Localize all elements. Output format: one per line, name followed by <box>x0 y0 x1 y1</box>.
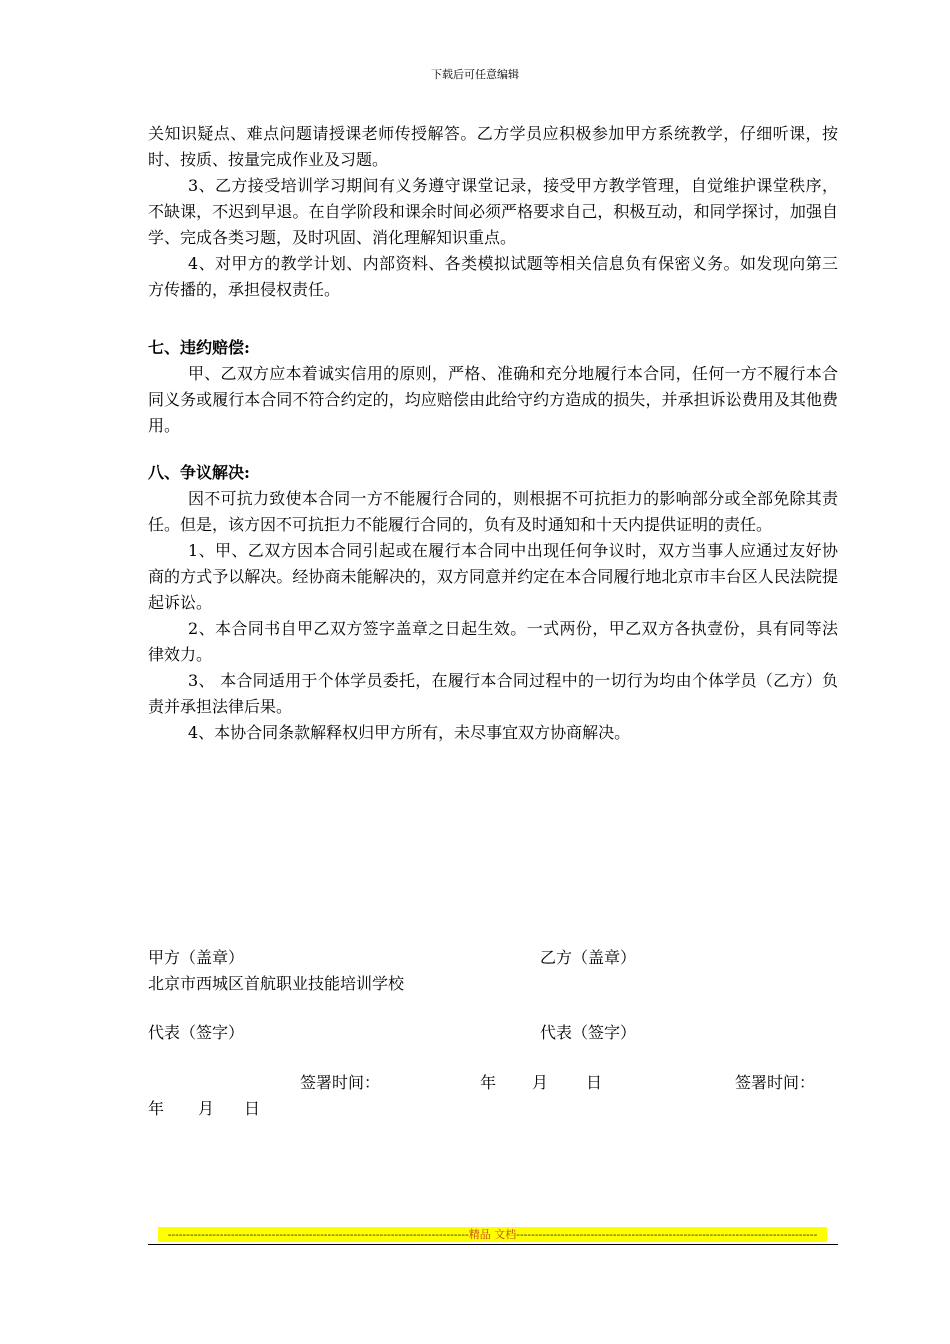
sign-day-b: 日 <box>244 1099 261 1118</box>
section-7 <box>148 335 838 439</box>
sign-day-a: 日 <box>586 1073 603 1092</box>
footer-divider <box>148 1244 838 1245</box>
sign-month-a: 月 <box>532 1073 549 1092</box>
section-8 <box>148 460 838 746</box>
party-b-seal-label: 乙方（盖章） <box>540 948 637 967</box>
sign-time-label-b: 签署时间： <box>735 1073 816 1092</box>
sign-year-b: 年 <box>148 1099 165 1118</box>
section-heading-dispute: 八、争议解决: <box>148 463 250 482</box>
page-header: 下载后可任意编辑 <box>431 68 519 81</box>
paragraph-continuation: 关知识疑点、难点问题请授课老师传授解答。乙方学员应积极参加甲方系统教学，仔细听课，按时、按质、按量完成作业及习题。 <box>148 124 838 169</box>
paragraph-dispute-3: 3、 本合同适用于个体学员委托，在履行本合同过程中的一切行为均由个体学员（乙方）负责并承担法律后果。 <box>148 671 838 716</box>
paragraph-dispute-2: 2、本合同书自甲乙双方签字盖章之日起生效。一式两份，甲乙双方各执壹份，具有同等法律效力。 <box>148 619 838 664</box>
paragraph-clause-3: 3、乙方接受培训学习期间有义务遵守课堂记录，接受甲方教学管理，自觉维护课堂秩序，不缺课，不迟到早退。在自学阶段和课余时间必须严格要求自己，积极互动，和同学探讨，加强自学、完成各类习题，及时巩固、消化理解知识重点。 <box>148 176 838 247</box>
paragraph-dispute-4: 4、本协合同条款解释权归甲方所有，未尽事宜双方协商解决。 <box>188 723 631 742</box>
section-6-continuation <box>148 121 838 303</box>
party-b-rep-label: 代表（签字） <box>540 1023 637 1042</box>
footer-banner: ---------------------------------------------------------------------------------精品 文档--------------------------------------------------------------------------------- <box>158 1227 827 1242</box>
sign-time-label-a: 签署时间： <box>300 1073 381 1092</box>
paragraph-clause-4: 4、对甲方的教学计划、内部资料、各类模拟试题等相关信息负有保密义务。如发现向第三方传播的，承担侵权责任。 <box>148 254 838 299</box>
party-a-rep-label: 代表（签字） <box>148 1023 245 1042</box>
paragraph-breach: 甲、乙双方应本着诚实信用的原则，严格、准确和充分地履行本合同，任何一方不履行本合同义务或履行本合同不符合约定的，均应赔偿由此给守约方造成的损失，并承担诉讼费用及其他费用。 <box>148 364 838 435</box>
sign-month-b: 月 <box>198 1099 215 1118</box>
section-heading-breach: 七、违约赔偿: <box>148 338 250 357</box>
paragraph-force-majeure: 因不可抗力致使本合同一方不能履行合同的，则根据不可抗拒力的影响部分或全部免除其责任。但是，该方因不可抗拒力不能履行合同的，负有及时通知和十天内提供证明的责任。 <box>148 489 838 534</box>
footer-text: 精品 文档 <box>468 1228 517 1241</box>
party-a-seal-label: 甲方（盖章） <box>148 948 245 967</box>
sign-year-a: 年 <box>480 1073 497 1092</box>
paragraph-dispute-1: 1、甲、乙双方因本合同引起或在履行本合同中出现任何争议时，双方当事人应通过友好协商的方式予以解决。经协商未能解决的，双方同意并约定在本合同履行地北京市丰台区人民法院提起诉讼。 <box>148 541 838 612</box>
party-a-name: 北京市西城区首航职业技能培训学校 <box>148 974 405 993</box>
